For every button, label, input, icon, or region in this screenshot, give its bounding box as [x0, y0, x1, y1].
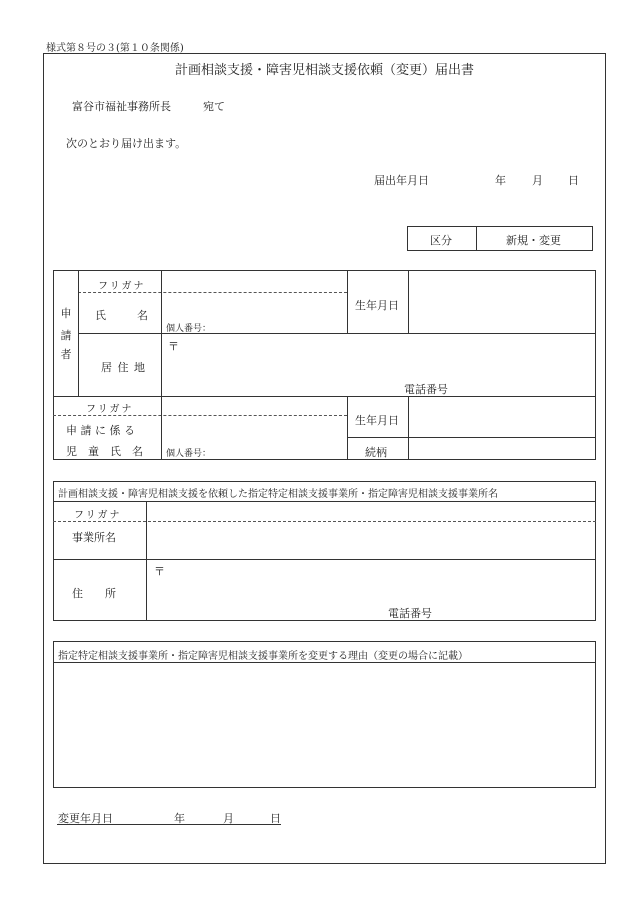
applicant-address-label: 居 住 地	[101, 361, 146, 374]
rule	[408, 396, 409, 460]
dashed-rule	[78, 292, 347, 293]
submission-year: 年	[495, 174, 506, 187]
rule	[347, 270, 348, 333]
applicant-birthdate-label: 生年月日	[355, 299, 399, 312]
rule	[53, 501, 596, 502]
child-birthdate-label: 生年月日	[355, 414, 399, 427]
dashed-rule	[53, 415, 347, 416]
reason-heading: 指定特定相談支援事業所・指定障害児相談支援事業所を変更する理由（変更の場合に記載）	[58, 651, 468, 662]
rule	[53, 559, 596, 560]
category-divider	[476, 226, 477, 251]
category-value[interactable]: 新規・変更	[506, 234, 561, 247]
rule	[146, 501, 147, 621]
applicant-furigana-label: フリガナ	[98, 281, 146, 292]
submission-day: 日	[568, 174, 579, 187]
submission-date-label: 届出年月日	[374, 174, 429, 187]
rule	[347, 396, 348, 460]
dashed-rule	[53, 521, 596, 522]
office-heading: 計画相談支援・障害児相談支援を依頼した指定特定相談支援事業所・指定障害児相談支援事業所名	[58, 489, 498, 500]
rule	[408, 270, 409, 333]
rule	[78, 333, 596, 334]
rule	[347, 437, 596, 438]
change-date-label: 変更年月日	[58, 812, 113, 825]
office-postal-mark: 〒	[154, 565, 165, 578]
page-title: 計画相談支援・障害児相談支援依頼（変更）届出書	[175, 63, 475, 78]
submission-month: 月	[532, 174, 543, 187]
rule	[161, 270, 162, 460]
addressee: 富谷市福祉事務所長	[72, 100, 171, 113]
rule	[53, 662, 596, 663]
rule	[78, 270, 79, 396]
child-furigana-label: フリガナ	[86, 404, 134, 415]
office-address-label: 住 所	[72, 587, 116, 600]
rule	[53, 396, 596, 397]
applicant-postal-mark: 〒	[168, 340, 179, 353]
child-mynumber-label: 個人番号：	[166, 449, 212, 459]
child-relation-label: 続柄	[365, 446, 387, 459]
change-month: 月	[223, 812, 234, 825]
category-label: 区分	[430, 234, 452, 247]
form-number: 様式第８号の３(第１０条関係)	[46, 43, 184, 54]
applicant-label-1: 申	[60, 307, 72, 320]
change-date-underline	[57, 824, 281, 825]
applicant-label-2: 請	[60, 329, 72, 342]
office-furigana-label: フリガナ	[74, 510, 122, 521]
change-day: 日	[270, 812, 281, 825]
applicant-label-3: 者	[60, 348, 72, 361]
applicant-phone-label: 電話番号	[404, 383, 448, 396]
intro-text: 次のとおり届け出ます。	[66, 137, 187, 150]
applicant-mynumber-label: 個人番号：	[166, 324, 212, 334]
child-label-line2: 児 童 氏 名	[66, 445, 143, 458]
reason-box	[53, 641, 596, 788]
office-phone-label: 電話番号	[388, 607, 432, 620]
applicant-name-label: 氏 名	[95, 309, 151, 322]
addressee-suffix: 宛て	[203, 100, 225, 113]
change-year: 年	[174, 812, 185, 825]
child-label-line1: 申 請 に 係 る	[66, 424, 135, 437]
office-name-label: 事業所名	[72, 531, 116, 544]
office-table	[53, 481, 596, 621]
